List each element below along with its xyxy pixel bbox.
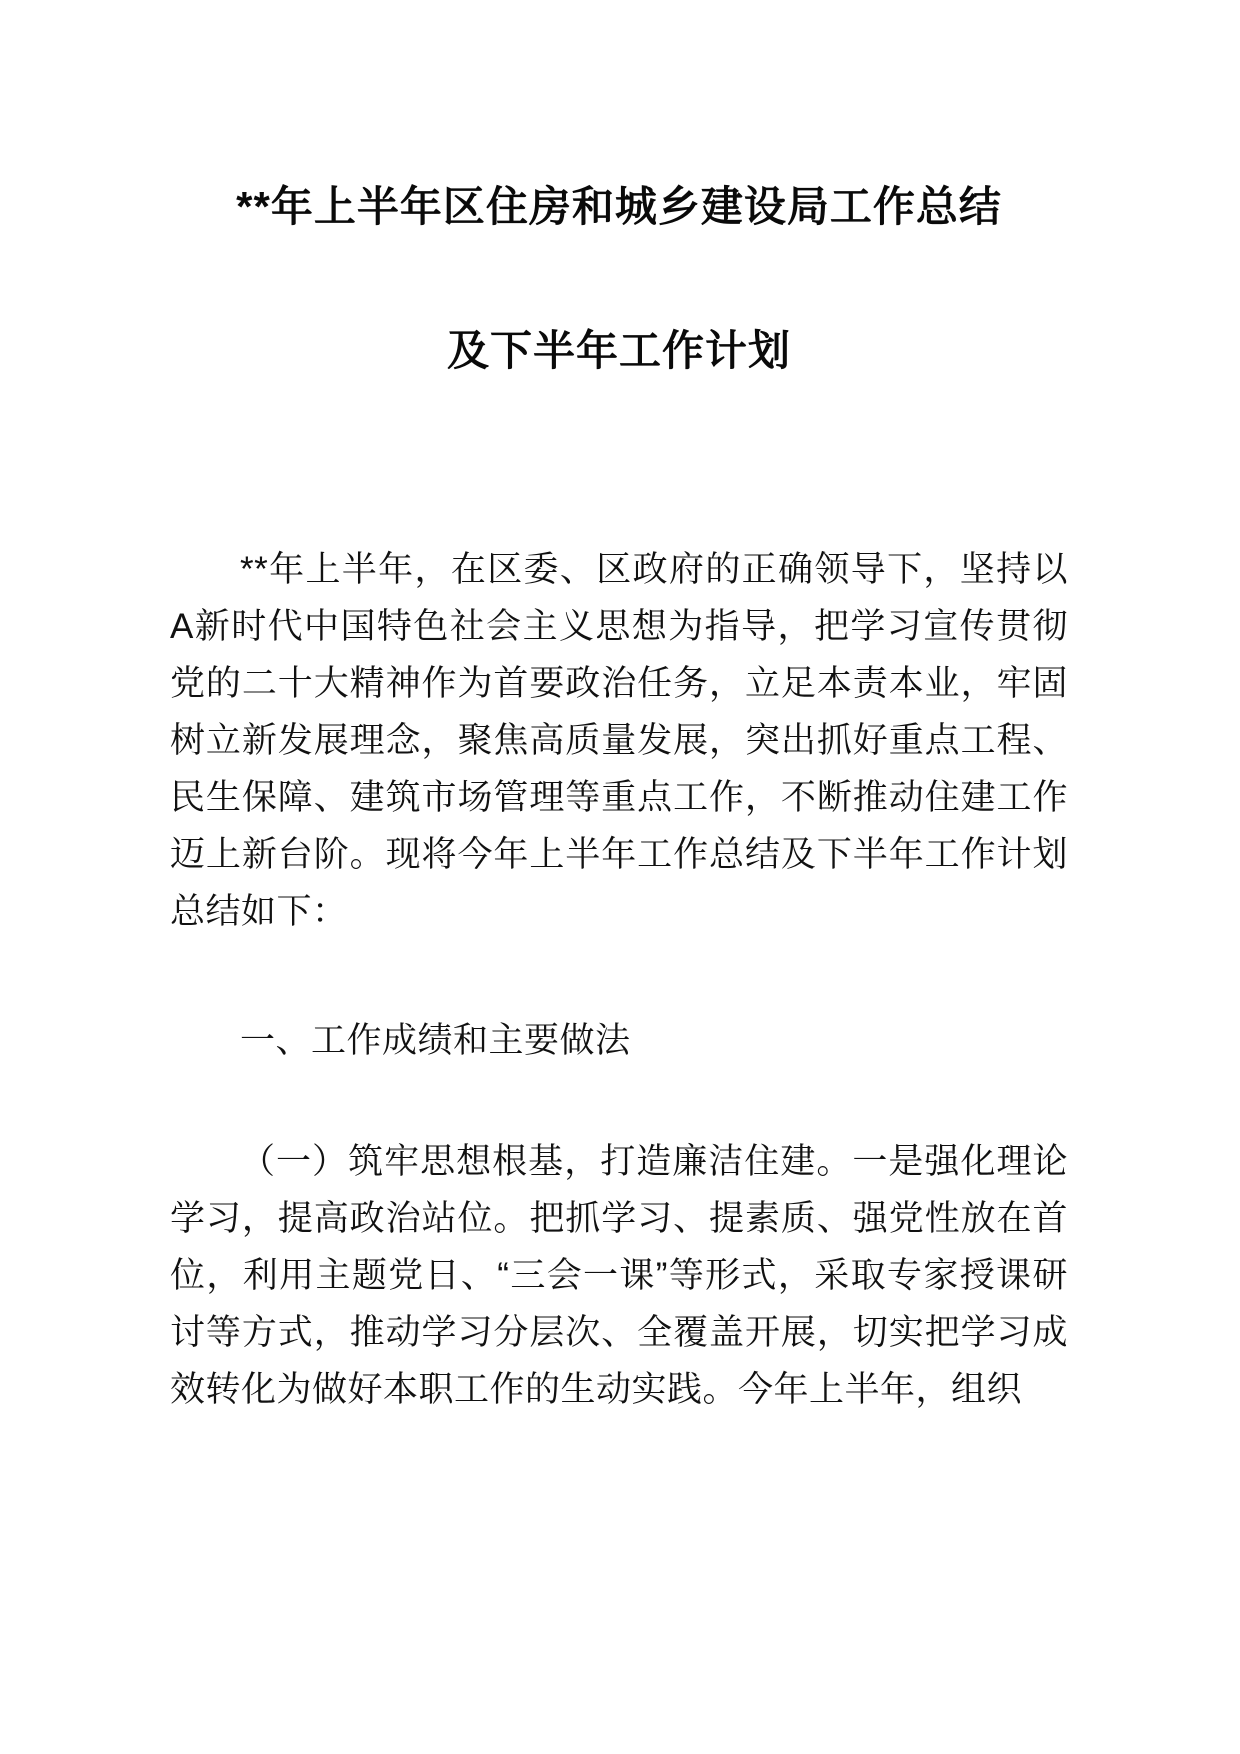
- intro-paragraph: **年上半年，在区委、区政府的正确领导下，坚持以A新时代中国特色社会主义思想为指导，把学习宣传贯彻党的二十大精神作为首要政治任务，立足本责本业，牢固树立新发展理念，聚焦高质量发展，突出抓好重点工程、民生保障、建筑市场管理等重点工作，不断推动住建工作迈上新台阶。现将今年上半年工作总结及下半年工作计划总结如下：: [170, 550, 1068, 932]
- document-title-line-1: **年上半年区住房和城乡建设局工作总结: [236, 183, 1002, 230]
- section-heading-1: 一、工作成绩和主要做法: [240, 1021, 631, 1061]
- section-1-paragraph-1: （一）筑牢思想根基，打造廉洁住建。一是强化理论学习，提高政治站位。把抓学习、提素质、强党性放在首位，利用主题党日、“三会一课”等形式，采取专家授课研讨等方式，推动学习分层次、全覆盖开展，切实把学习成效转化为做好本职工作的生动实践。今年上半年，组织: [170, 1142, 1068, 1410]
- document-title-line-2: 及下半年工作计划: [446, 327, 791, 375]
